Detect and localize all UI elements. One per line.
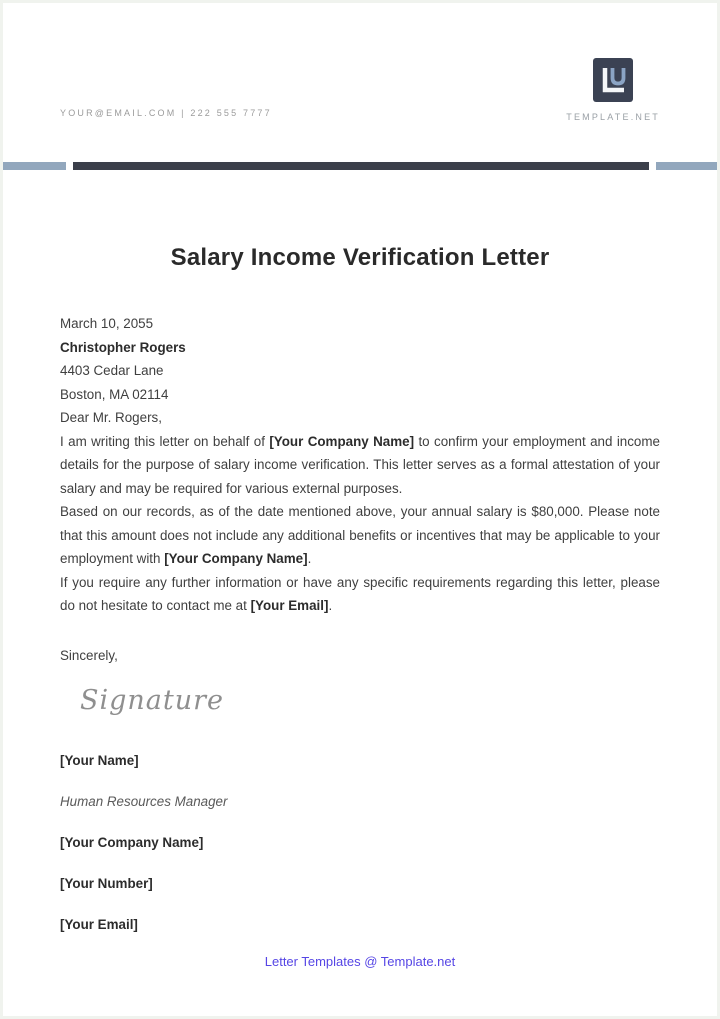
company-name-placeholder-2: [Your Company Name] [164,551,308,566]
paragraph-1 [60,430,660,501]
divider-accent-right [656,162,717,170]
paragraph-1-text: I am writing this letter on behalf of [60,433,270,449]
closing-salutation: Sincerely, [60,647,118,663]
divider-accent-left [3,162,66,170]
page-header [3,58,717,122]
lu-monogram-logo-icon [593,58,633,102]
page-title: Salary Income Verification Letter [170,244,550,271]
paragraph-3-text-cont: . [328,598,333,613]
divider-dark-center [73,162,649,170]
sender-job-title: Human Resources Manager [60,793,228,809]
sender-number-placeholder: [Your Number] [60,875,153,891]
recipient-address-line2: Boston, MA 02114 [60,386,169,402]
sender-name-placeholder: [Your Name] [60,752,139,768]
brand-name: TEMPLATE.NET [566,112,660,122]
signature-block [60,749,660,937]
sender-email-placeholder: [Your Email] [60,916,138,932]
company-name-placeholder: [Your Company Name] [269,433,415,449]
brand-block [566,58,660,122]
recipient-name: Christopher Rogers [60,339,186,355]
letter-body [60,312,660,936]
letter-content [3,244,717,969]
paragraph-2 [60,500,660,571]
paragraph-2-text-cont: . [307,551,312,566]
letter-date: March 10, 2055 [60,316,154,331]
sender-company-placeholder: [Your Company Name] [60,834,204,850]
divider-bar [3,162,717,170]
recipient-address-line1: 4403 Cedar Lane [60,363,164,378]
contact-info: YOUR@EMAIL.COM | 222 555 7777 [60,108,272,118]
email-placeholder: [Your Email] [250,598,329,613]
paragraph-3 [60,571,660,618]
footer-template-link[interactable]: Letter Templates @ Template.net [264,953,456,969]
paragraph-1-text-cont: to confirm your employment and income details for the purpose of salary income verification. This letter serves as a formal attestation of your salary and may be required for various external purposes. [60,433,660,496]
handwritten-signature: Signature [80,685,225,716]
salutation: Dear Mr. Rogers, [60,410,162,425]
divider-gap-right [649,162,656,170]
divider-gap-left [66,162,73,170]
paragraph-2-text: Based on our records, as of the date mentioned above, your annual salary is $80,000. Please note that this amount does not include any additional benefits or incentives that may be applicable to your employment with [60,504,660,566]
paragraph-3-text: If you require any further information or have any specific requirements regarding this letter, please do not hesitate to contact me at [60,574,660,613]
